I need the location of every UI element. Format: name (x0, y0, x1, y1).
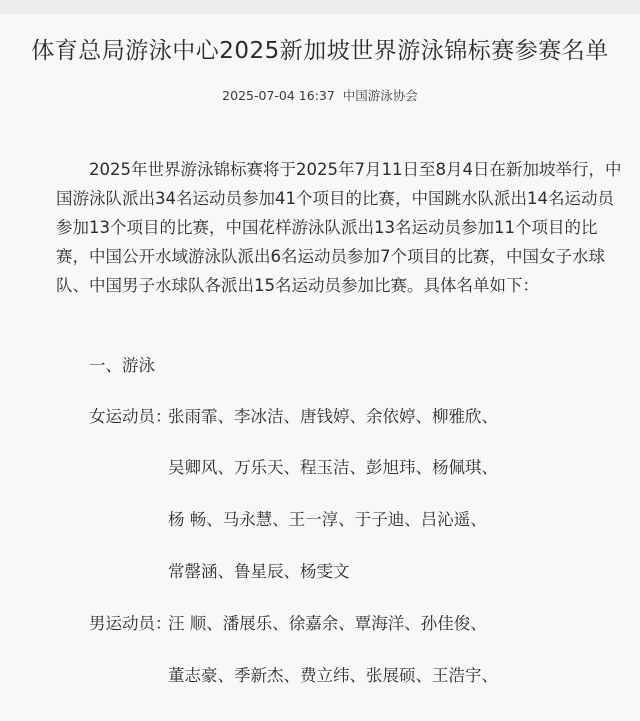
publish-date: 2025-07-04 16:37 (222, 88, 335, 103)
roster-row: 杨 畅、马永慧、王一淳、于子迪、吕沁遥、 (168, 510, 487, 529)
roster-row: 张雨霏、李冰洁、唐钱婷、余依婷、柳雅欣、 (168, 407, 498, 426)
intro-line: 国游泳队派出34名运动员参加41个项目的比赛，中国跳水队派出14名运动员 (56, 189, 614, 208)
intro-line: 参加13个项目的比赛，中国花样游泳队派出13名运动员参加11个项目的比 (56, 218, 598, 237)
publisher: 中国游泳协会 (342, 88, 418, 103)
top-border (0, 0, 640, 14)
female-label: 女运动员： (89, 407, 172, 426)
article-meta (0, 86, 640, 104)
intro-line: 队、中国男子水球队各派出15名运动员参加比赛。具体名单如下： (56, 276, 539, 295)
section-heading-swimming: 一、游泳 (89, 356, 155, 375)
male-label: 男运动员： (89, 614, 172, 633)
article-title: 体育总局游泳中心2025新加坡世界游泳锦标赛参赛名单 (31, 38, 609, 64)
intro-line: 赛，中国公开水域游泳队派出6名运动员参加7个项目的比赛，中国女子水球 (56, 247, 605, 266)
intro-paragraph (56, 155, 622, 300)
roster-row: 吴卿风、万乐天、程玉洁、彭旭玮、杨佩琪、 (168, 458, 498, 477)
roster-row: 董志豪、季新杰、费立纬、张展硕、王浩宇、 (168, 666, 498, 685)
roster-row: 汪 顺、潘展乐、徐嘉余、覃海洋、孙佳俊、 (168, 614, 487, 633)
roster-row: 常罄涵、鲁星辰、杨雯文 (168, 562, 350, 581)
intro-line: 2025年世界游泳锦标赛将于2025年7月11日至8月4日在新加坡举行，中 (89, 160, 622, 179)
